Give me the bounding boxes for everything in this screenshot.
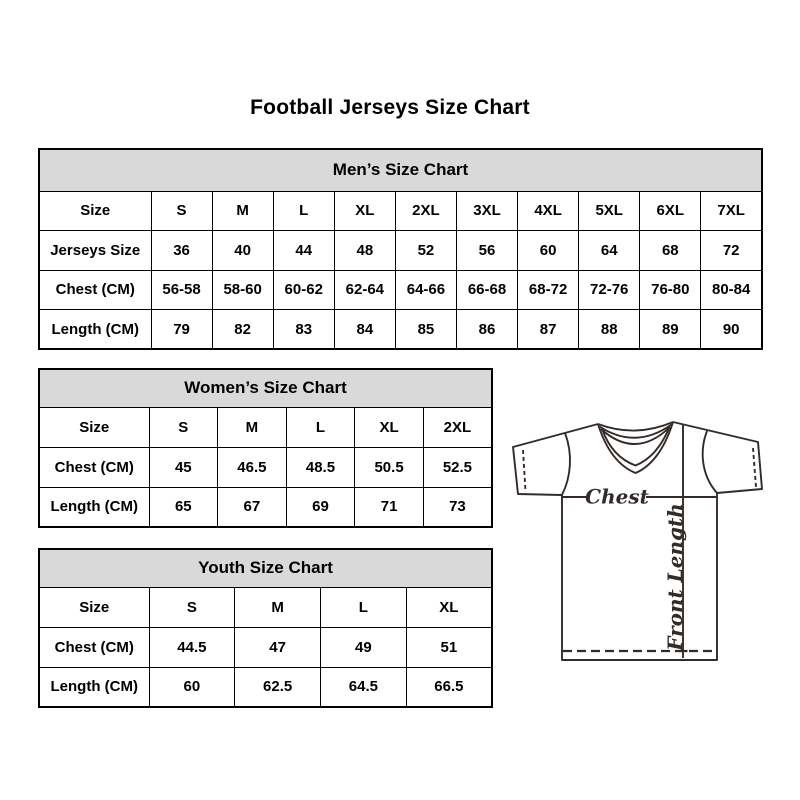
value-cell: 60	[518, 231, 579, 271]
mens-size-table	[38, 148, 763, 348]
header-cell: XL	[334, 191, 395, 231]
table-row	[39, 667, 492, 707]
value-cell: 50.5	[355, 447, 424, 487]
header-cell: Size	[39, 587, 149, 627]
header-cell: 2XL	[423, 407, 492, 447]
value-cell: 46.5	[218, 447, 287, 487]
page-title: Football Jerseys Size Chart	[250, 96, 530, 119]
table-title-row	[39, 149, 762, 191]
table-row	[39, 310, 762, 350]
table-row	[39, 487, 492, 527]
size-table	[38, 368, 493, 528]
header-cell: 6XL	[640, 191, 701, 231]
value-cell: 87	[518, 310, 579, 350]
header-cell: L	[273, 191, 334, 231]
value-cell: 62-64	[334, 270, 395, 310]
value-cell: 64	[579, 231, 640, 271]
value-cell: 60	[149, 667, 235, 707]
jersey-outline	[513, 422, 762, 660]
header-cell: Size	[39, 191, 151, 231]
value-cell: 71	[355, 487, 424, 527]
table-row	[39, 270, 762, 310]
value-cell: 62.5	[235, 667, 321, 707]
value-cell: 51	[406, 627, 492, 667]
value-cell: 48	[334, 231, 395, 271]
header-cell: M	[218, 407, 287, 447]
table-title: Women’s Size Chart	[39, 369, 492, 407]
right-cuff-dashed-line	[753, 448, 756, 487]
value-cell: 66-68	[456, 270, 517, 310]
value-cell: 56	[456, 231, 517, 271]
size-table	[38, 548, 493, 708]
header-cell: Chest (CM)	[39, 627, 149, 667]
jersey-diagram-svg	[495, 400, 775, 690]
value-cell: 83	[273, 310, 334, 350]
value-cell: 72	[701, 231, 762, 271]
left-cuff-dashed-line	[523, 450, 526, 491]
header-cell: M	[235, 587, 321, 627]
left-armhole-seam	[562, 433, 570, 495]
header-cell: 5XL	[579, 191, 640, 231]
header-cell: S	[151, 191, 212, 231]
value-cell: 85	[395, 310, 456, 350]
value-cell: 69	[286, 487, 355, 527]
value-cell: 72-76	[579, 270, 640, 310]
header-cell: Length (CM)	[39, 487, 149, 527]
value-cell: 58-60	[212, 270, 273, 310]
table-row	[39, 191, 762, 231]
header-cell: 7XL	[701, 191, 762, 231]
value-cell: 66.5	[406, 667, 492, 707]
header-cell: M	[212, 191, 273, 231]
table-row	[39, 407, 492, 447]
table-row	[39, 447, 492, 487]
table-title: Youth Size Chart	[39, 549, 492, 587]
value-cell: 65	[149, 487, 218, 527]
value-cell: 79	[151, 310, 212, 350]
table-title-row	[39, 549, 492, 587]
header-cell: S	[149, 407, 218, 447]
value-cell: 88	[579, 310, 640, 350]
value-cell: 49	[321, 627, 407, 667]
header-cell: S	[149, 587, 235, 627]
value-cell: 36	[151, 231, 212, 271]
header-cell: Chest (CM)	[39, 447, 149, 487]
value-cell: 48.5	[286, 447, 355, 487]
header-cell: L	[286, 407, 355, 447]
header-cell: Size	[39, 407, 149, 447]
size-table	[38, 148, 763, 350]
value-cell: 64-66	[395, 270, 456, 310]
table-row	[39, 231, 762, 271]
chest-label: Chest	[585, 484, 649, 509]
front-length-label: Front Length	[663, 503, 687, 651]
value-cell: 82	[212, 310, 273, 350]
collar-back-arc-1	[598, 422, 673, 431]
header-cell: Length (CM)	[39, 310, 151, 350]
value-cell: 52.5	[423, 447, 492, 487]
header-cell: XL	[406, 587, 492, 627]
value-cell: 45	[149, 447, 218, 487]
header-cell: XL	[355, 407, 424, 447]
right-armhole-seam	[703, 431, 717, 493]
header-cell: 2XL	[395, 191, 456, 231]
value-cell: 67	[218, 487, 287, 527]
value-cell: 86	[456, 310, 517, 350]
table-row	[39, 587, 492, 627]
value-cell: 76-80	[640, 270, 701, 310]
value-cell: 84	[334, 310, 395, 350]
value-cell: 56-58	[151, 270, 212, 310]
header-cell: Chest (CM)	[39, 270, 151, 310]
header-cell: L	[321, 587, 407, 627]
header-cell: Length (CM)	[39, 667, 149, 707]
table-row	[39, 627, 492, 667]
value-cell: 52	[395, 231, 456, 271]
value-cell: 68-72	[518, 270, 579, 310]
value-cell: 44	[273, 231, 334, 271]
value-cell: 73	[423, 487, 492, 527]
value-cell: 68	[640, 231, 701, 271]
youth-size-table	[38, 548, 493, 706]
value-cell: 44.5	[149, 627, 235, 667]
value-cell: 60-62	[273, 270, 334, 310]
value-cell: 47	[235, 627, 321, 667]
header-cell: 4XL	[518, 191, 579, 231]
womens-size-table	[38, 368, 493, 526]
value-cell: 80-84	[701, 270, 762, 310]
header-cell: Jerseys Size	[39, 231, 151, 271]
table-title-row	[39, 369, 492, 407]
value-cell: 40	[212, 231, 273, 271]
value-cell: 90	[701, 310, 762, 350]
table-title: Men’s Size Chart	[39, 149, 762, 191]
value-cell: 89	[640, 310, 701, 350]
jersey-measurement-diagram	[495, 400, 775, 690]
value-cell: 64.5	[321, 667, 407, 707]
header-cell: 3XL	[456, 191, 517, 231]
